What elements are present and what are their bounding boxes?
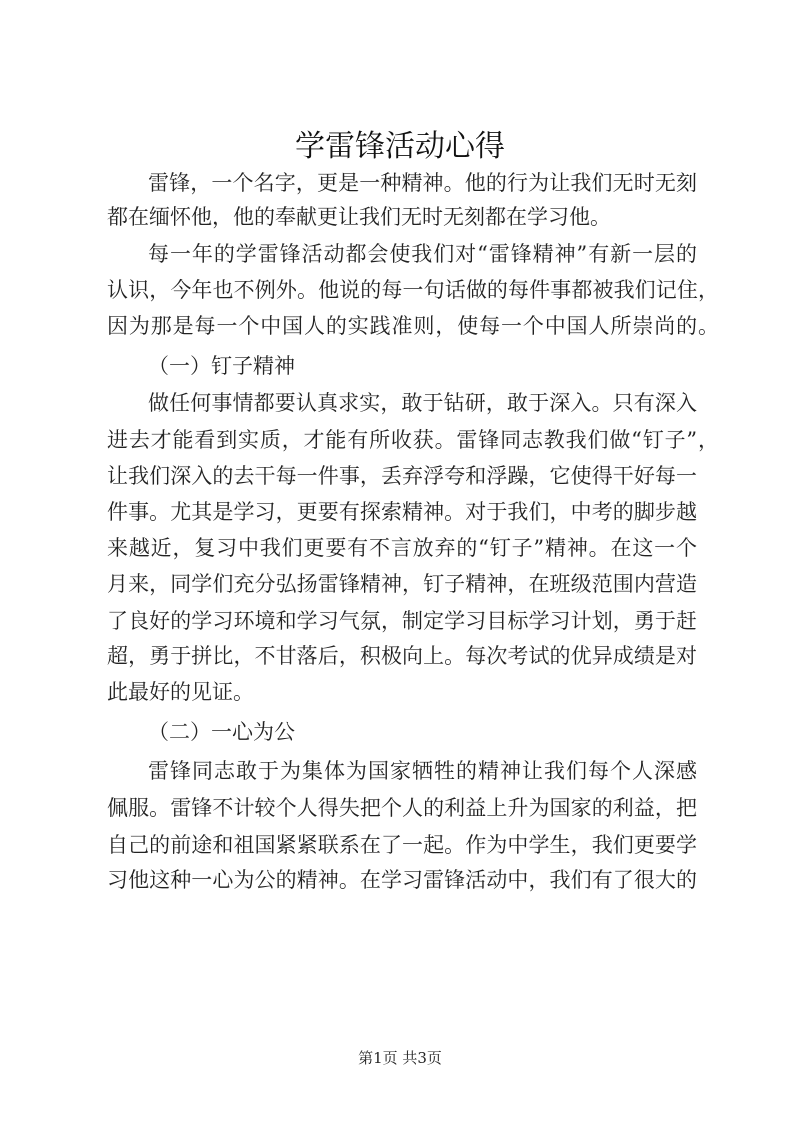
paragraph-line: 件事。尤其是学习，更要有探索精神。对于我们，中考的脚步越 [107, 500, 697, 524]
paragraph-line: 雷锋，一个名字，更是一种精神。他的行为让我们无时无刻 [148, 171, 697, 195]
paragraph-line: 认识，今年也不例外。他说的每一句话做的每件事都被我们记住， [107, 278, 719, 302]
paragraph-line: 来越近，复习中我们更要有不言放弃的“钉子”精神。在这一个 [107, 536, 697, 560]
paragraph-line: 做任何事情都要认真求实，敢于钻研，敢于深入。只有深入 [148, 391, 697, 415]
paragraph-line: 此最好的见证。 [107, 680, 254, 704]
paragraph-line: 每一年的学雷锋活动都会使我们对“雷锋精神”有新一层的 [148, 242, 697, 266]
section-heading: （二）一心为公 [148, 720, 295, 744]
paragraph-line: 超，勇于拼比，不甘落后，积极向上。每次考试的优异成绩是对 [107, 644, 697, 668]
section-heading: （一）钉子精神 [148, 354, 295, 378]
paragraph-line: 自己的前途和祖国紧紧联系在了一起。作为中学生，我们更要学 [107, 833, 697, 857]
document-title: 学雷锋活动心得 [295, 129, 505, 164]
paragraph-line: 雷锋同志敢于为集体为国家牺牲的精神让我们每个人深感 [148, 759, 697, 783]
paragraph-line: 习他这种一心为公的精神。在学习雷锋活动中，我们有了很大的 [107, 868, 697, 892]
paragraph-line: 佩服。雷锋不计较个人得失把个人的利益上升为国家的利益，把 [107, 796, 697, 820]
paragraph-line: 让我们深入的去干每一件事，丢弃浮夸和浮躁，它使得干好每一 [107, 464, 697, 488]
paragraph-line: 因为那是每一个中国人的实践准则，使每一个中国人所崇尚的。 [107, 314, 719, 338]
paragraph-line: 月来，同学们充分弘扬雷锋精神，钉子精神，在班级范围内营造 [107, 572, 697, 596]
page-number: 第1页 共3页 [358, 1049, 442, 1067]
paragraph-line: 都在缅怀他，他的奉献更让我们无时无刻都在学习他。 [107, 205, 611, 229]
paragraph-line: 进去才能看到实质，才能有所收获。雷锋同志教我们做“钉子”， [107, 428, 719, 452]
paragraph-line: 了良好的学习环境和学习气氛，制定学习目标学习计划，勇于赶 [107, 609, 697, 633]
